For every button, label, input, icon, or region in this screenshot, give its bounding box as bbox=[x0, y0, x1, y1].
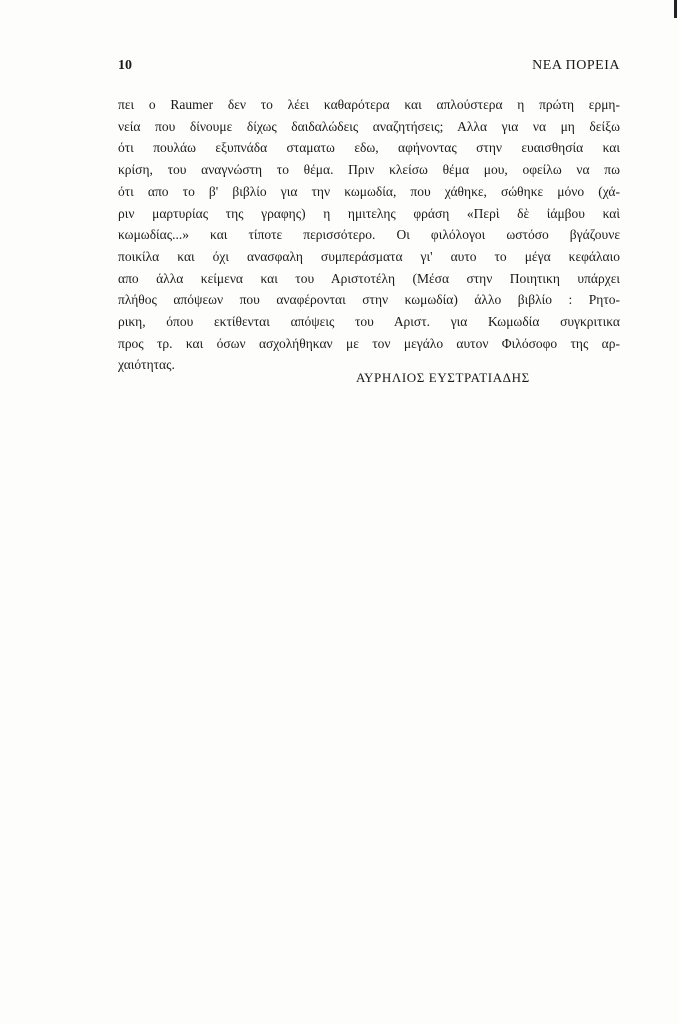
text-line: ποικίλα και όχι ανασφαλη συμπεράσματα γι' αυτο το μέγα κεφάλαιο bbox=[118, 248, 620, 264]
body-paragraph bbox=[118, 94, 620, 376]
text-line: κωμωδίας...» και τίποτε περισσότερο. Οι φιλόλογοι ωστόσο βγάζουνε bbox=[118, 227, 620, 243]
author-signature: ΑΥΡΗΛΙΟΣ ΕΥΣΤΡΑΤΙΑΔΗΣ bbox=[356, 370, 530, 385]
text-line: ρικη, όπου εκτίθενται απόψεις του Αριστ. για Κωμωδία συγκριτικα bbox=[118, 314, 620, 330]
text-line: απο άλλα κείμενα και του Αριστοτέλη (Μέσα στην Ποιητικη υπάρχει bbox=[118, 270, 620, 286]
running-title: ΝΕΑ ΠΟΡΕΙΑ bbox=[532, 58, 620, 73]
text-line: πει ο Raumer δεν το λέει καθαρότερα και απλούστερα η πρώτη ερμη- bbox=[118, 97, 620, 112]
page-header bbox=[118, 58, 620, 78]
scan-edge-mark bbox=[674, 0, 677, 18]
page-number: 10 bbox=[118, 58, 132, 73]
text-line: ότι πουλάω εξυπνάδα σταματω εδω, αφήνοντας στην ευαισθησία και bbox=[118, 140, 620, 156]
text-line: προς τρ. και όσων ασχολήθηκαν με τον μεγάλο αυτον Φιλόσοφο της αρ- bbox=[118, 335, 620, 351]
text-line: νεία που δίνουμε δίχως δαιδαλώδεις αναζητήσεις; Αλλα για να μη δείξω bbox=[118, 118, 620, 134]
text-line: ότι απο το β' βιβλίο για την κωμωδία, που χάθηκε, σώθηκε μόνο (χά- bbox=[118, 183, 620, 199]
text-line: χαιότητας. bbox=[118, 357, 175, 373]
text-line: πλήθος απόψεων που αναφέρονται στην κωμωδία) άλλο βιβλίο : Ρητο- bbox=[118, 292, 620, 308]
text-line: κρίση, του αναγνώστη το θέμα. Πριν κλείσω θέμα μου, οφείλω να πω bbox=[118, 162, 620, 178]
text-line: ριν μαρτυρίας της γραφης) η ημιτελης φράση «Περὶ δὲ ἰάμβου καὶ bbox=[118, 205, 620, 221]
